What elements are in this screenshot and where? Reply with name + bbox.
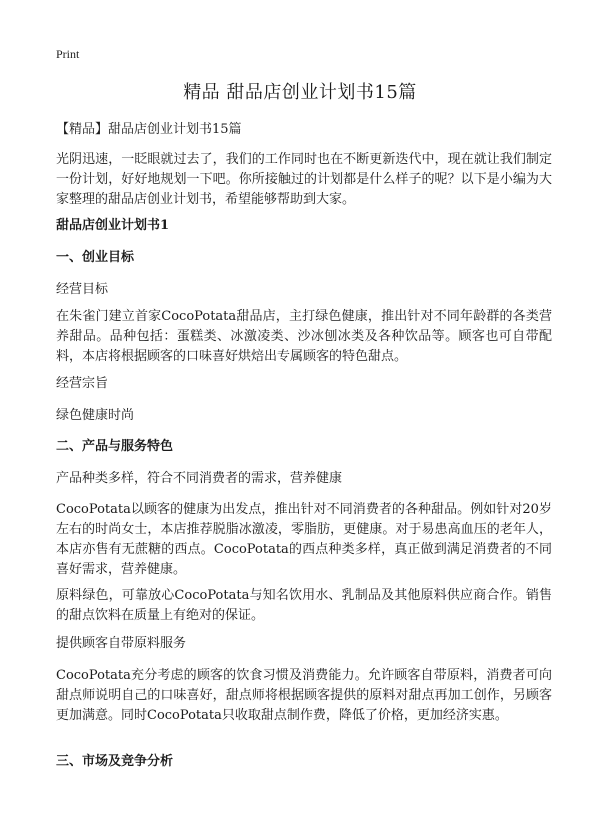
- service-paragraph: CocoPotata充分考虑的顾客的饮食习惯及消费能力。允许顾客自带原料，消费者可向甜点师说明自己的口味喜好，甜点师将根据顾客提供的原料对甜点再加工创作，另顾客更加满意。同时CocoPotata只收取甜点制作费，降低了价格，更加经济实惠。: [56, 668, 552, 723]
- product-paragraph: CocoPotata以顾客的健康为出发点，推出针对不同消费者的各种甜品。例如针对20岁左右的时尚女士，本店推荐脱脂冰激凌，零脂肪，更健康。对于易患高血压的老年人，本店亦售有无蔗糖的西点。CocoPotata的西点种类多样，真正做到满足消费者的不同喜好需求，营养健康。: [56, 502, 552, 577]
- print-link[interactable]: Print: [56, 47, 80, 61]
- purpose-paragraph: 绿色健康时尚: [56, 408, 135, 423]
- materials-paragraph: 原料绿色，可靠放心CocoPotata与知名饮用水、乳制品及其他原料供应商合作。销售的甜点饮料在质量上有绝对的保证。: [56, 588, 552, 623]
- subtitle: 【精品】甜品店创业计划书15篇: [56, 122, 242, 137]
- service-label: 提供顾客自带原料服务: [56, 636, 187, 651]
- product-summary: 产品种类多样，符合不同消费者的需求，营养健康: [56, 471, 343, 486]
- purpose-label: 经营宗旨: [56, 376, 109, 391]
- section3-heading: 三、市场及竞争分析: [56, 754, 174, 769]
- goal-label: 经营目标: [56, 282, 109, 297]
- goal-paragraph: 在朱雀门建立首家CocoPotata甜品店，主打绿色健康，推出针对不同年龄群的各类营养甜品。品种包括：蛋糕类、冰激凌类、沙冰刨冰类及各种饮品等。顾客也可自带配料，本店将根据顾客的口味喜好烘焙出专属顾客的特色甜点。: [56, 309, 552, 364]
- section1-heading: 一、创业目标: [56, 250, 135, 265]
- intro-paragraph: 光阴迅速，一眨眼就过去了，我们的工作同时也在不断更新迭代中，现在就让我们制定一份计划，好好地规划一下吧。你所接触过的计划都是什么样子的呢？以下是小编为大家整理的甜品店创业计划书，希望能够帮助到大家。: [56, 152, 552, 207]
- page-title: 精品 甜品店创业计划书15篇: [183, 82, 417, 103]
- plan1-heading: 甜品店创业计划书1: [56, 218, 170, 233]
- section2-heading: 二、产品与服务特色: [56, 439, 174, 454]
